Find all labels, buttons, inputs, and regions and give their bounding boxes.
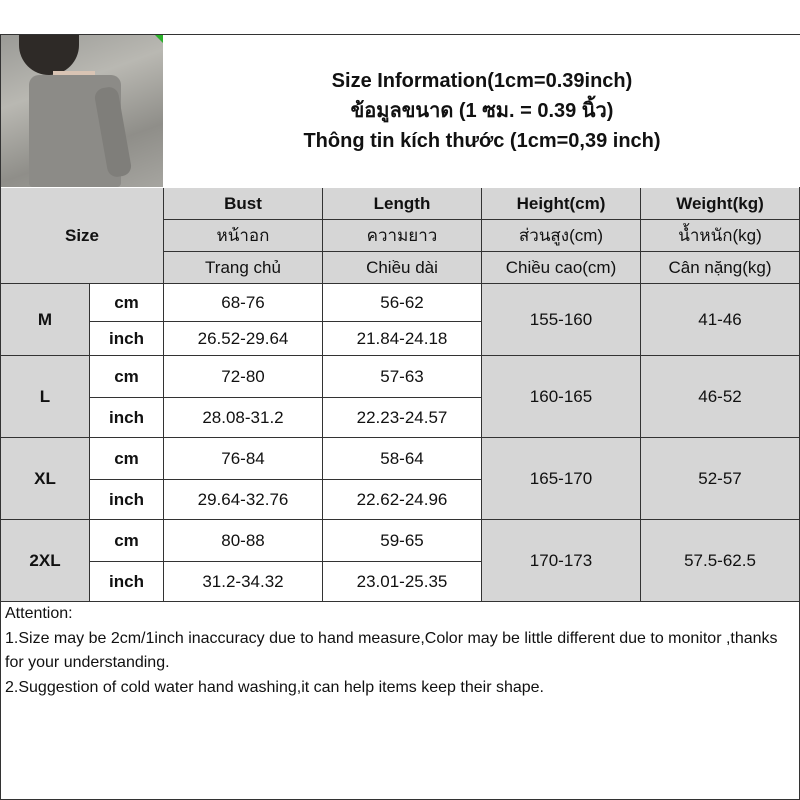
title-thai: ข้อมูลขนาด (1 ซม. = 0.39 นิ้ว) xyxy=(350,100,614,122)
header-length-0 xyxy=(323,188,482,220)
length-inch-2 xyxy=(323,480,482,520)
length-cm-0-text: 56-62 xyxy=(380,292,424,312)
length-inch-0 xyxy=(323,322,482,356)
size-label-2-text: XL xyxy=(34,468,56,488)
header-weight-2 xyxy=(641,252,800,284)
length-cm-1-text: 57-63 xyxy=(380,366,424,386)
unit-cm-2-text: cm xyxy=(114,448,139,468)
header-weight-0-text: Weight(kg) xyxy=(676,193,764,213)
unit-cm-1-text: cm xyxy=(114,366,139,386)
header-weight-1 xyxy=(641,220,800,252)
header-bust-0 xyxy=(164,188,323,220)
header-height-1 xyxy=(482,220,641,252)
unit-inch-3 xyxy=(90,562,164,602)
attention-notes xyxy=(5,602,795,700)
header-height-0 xyxy=(482,188,641,220)
height-3-text: 170-173 xyxy=(529,550,593,570)
notes-line-1: 1.Size may be 2cm/1inch inaccuracy due to hand measure,Color may be little different due to monitor ,thanks for your understanding. xyxy=(5,629,778,671)
size-info-title xyxy=(164,35,800,187)
length-inch-3-text: 23.01-25.35 xyxy=(356,571,448,591)
height-0-text: 155-160 xyxy=(529,309,593,329)
unit-cm-0 xyxy=(90,284,164,322)
size-header-cell xyxy=(1,188,164,284)
product-photo xyxy=(1,35,163,187)
unit-inch-1-text: inch xyxy=(109,407,144,427)
header-bust-0-text: Bust xyxy=(224,193,262,213)
weight-3 xyxy=(641,520,800,602)
header-length-1-text: ความยาว xyxy=(366,226,438,245)
header-weight-2-text: Cân nặng(kg) xyxy=(668,257,772,277)
height-1 xyxy=(482,356,641,438)
length-inch-0-text: 21.84-24.18 xyxy=(356,328,448,348)
header-bust-2 xyxy=(164,252,323,284)
header-bust-1 xyxy=(164,220,323,252)
header-weight-1-text: น้ำหนัก(kg) xyxy=(678,226,762,245)
unit-cm-2 xyxy=(90,438,164,480)
bust-inch-3-text: 31.2-34.32 xyxy=(202,571,284,591)
title-english: Size Information(1cm=0.39inch) xyxy=(331,70,633,92)
length-cm-3 xyxy=(323,520,482,562)
unit-inch-0-text: inch xyxy=(109,328,144,348)
height-2-text: 165-170 xyxy=(529,468,593,488)
length-inch-3 xyxy=(323,562,482,602)
unit-cm-0-text: cm xyxy=(114,292,139,312)
size-label-0-text: M xyxy=(37,309,53,329)
size-label-3-text: 2XL xyxy=(29,550,61,570)
bust-cm-1-text: 72-80 xyxy=(221,366,265,386)
size-label-1 xyxy=(1,356,90,438)
bust-inch-3 xyxy=(164,562,323,602)
bust-inch-0-text: 26.52-29.64 xyxy=(197,328,289,348)
height-0 xyxy=(482,284,641,356)
unit-cm-3 xyxy=(90,520,164,562)
header-length-0-text: Length xyxy=(373,193,431,213)
notes-heading: Attention: xyxy=(5,605,73,622)
length-inch-1 xyxy=(323,398,482,438)
unit-inch-0 xyxy=(90,322,164,356)
header-weight-0 xyxy=(641,188,800,220)
unit-cm-1 xyxy=(90,356,164,398)
weight-1 xyxy=(641,356,800,438)
bust-inch-2-text: 29.64-32.76 xyxy=(197,489,289,509)
unit-inch-2 xyxy=(90,480,164,520)
weight-0 xyxy=(641,284,800,356)
height-3 xyxy=(482,520,641,602)
header-bust-2-text: Trang chủ xyxy=(205,257,281,277)
header-length-1 xyxy=(323,220,482,252)
height-2 xyxy=(482,438,641,520)
unit-inch-2-text: inch xyxy=(109,489,144,509)
bust-cm-3 xyxy=(164,520,323,562)
bust-inch-1-text: 28.08-31.2 xyxy=(202,407,284,427)
length-inch-1-text: 22.23-24.57 xyxy=(356,407,448,427)
length-cm-2 xyxy=(323,438,482,480)
header-height-1-text: ส่วนสูง(cm) xyxy=(518,226,604,245)
bust-inch-0 xyxy=(164,322,323,356)
bust-inch-2 xyxy=(164,480,323,520)
unit-inch-3-text: inch xyxy=(109,571,144,591)
header-length-2 xyxy=(323,252,482,284)
bust-cm-3-text: 80-88 xyxy=(221,530,265,550)
height-1-text: 160-165 xyxy=(529,386,593,406)
title-vietnamese: Thông tin kích thước (1cm=0,39 inch) xyxy=(303,130,661,152)
header-length-2-text: Chiều dài xyxy=(366,257,438,277)
weight-2 xyxy=(641,438,800,520)
weight-3-text: 57.5-62.5 xyxy=(684,550,756,570)
length-cm-1 xyxy=(323,356,482,398)
length-cm-2-text: 58-64 xyxy=(380,448,424,468)
size-label-3 xyxy=(1,520,90,602)
length-cm-3-text: 59-65 xyxy=(380,530,424,550)
size-header-cell-text: Size xyxy=(64,225,100,245)
bust-cm-2-text: 76-84 xyxy=(221,448,265,468)
bust-cm-0 xyxy=(164,284,323,322)
weight-2-text: 52-57 xyxy=(698,468,742,488)
header-bust-1-text: หน้าอก xyxy=(216,226,270,245)
size-label-0 xyxy=(1,284,90,356)
length-inch-2-text: 22.62-24.96 xyxy=(356,489,448,509)
notes-line-2: 2.Suggestion of cold water hand washing,it can help items keep their shape. xyxy=(5,678,544,696)
weight-1-text: 46-52 xyxy=(698,386,742,406)
unit-inch-1 xyxy=(90,398,164,438)
bust-inch-1 xyxy=(164,398,323,438)
bust-cm-2 xyxy=(164,438,323,480)
corner-marker-icon xyxy=(155,35,163,43)
size-label-1-text: L xyxy=(39,386,51,406)
length-cm-0 xyxy=(323,284,482,322)
header-height-2 xyxy=(482,252,641,284)
size-label-2 xyxy=(1,438,90,520)
header-height-2-text: Chiều cao(cm) xyxy=(505,257,617,277)
unit-cm-3-text: cm xyxy=(114,530,139,550)
header-height-0-text: Height(cm) xyxy=(516,193,606,213)
bust-cm-0-text: 68-76 xyxy=(221,292,265,312)
weight-0-text: 41-46 xyxy=(698,309,742,329)
bust-cm-1 xyxy=(164,356,323,398)
